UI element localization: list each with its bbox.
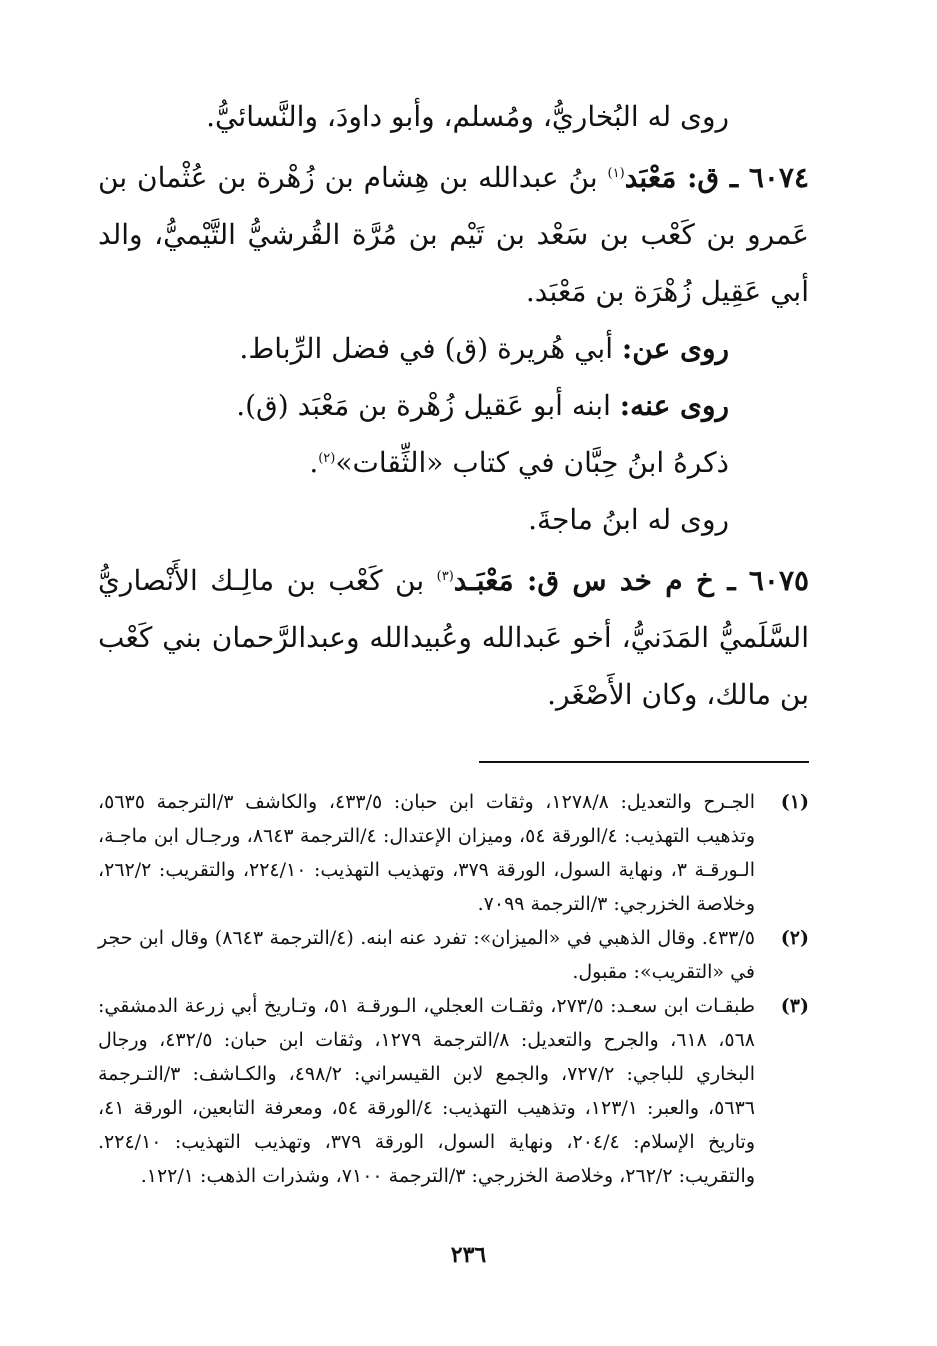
narrated-by-text: ابنه أبو عَقيل زُهْرة بن مَعْبَد (ق). [236,389,611,422]
footnote-divider [479,761,809,763]
narrated-from-label: روى عن: [621,332,729,365]
narrated-from-line [98,320,809,377]
footnote-3 [98,989,809,1193]
narrated-from-text: أبي هُريرة (ق) في فضل الرِّباط. [239,332,614,365]
footnote-ref-1: (١) [607,166,625,181]
footnote-text: ٤٣٣/٥. وقال الذهبي في «الميزان»: تفرد عنه ابنه. (٤/الترجمة ٨٦٤٣) وقال ابن حجر في «التقريب»: مقبول. [98,927,755,983]
footnote-ref-3: (٣) [436,569,454,584]
entry-6075 [98,552,809,723]
narrated-by-label: روى عنه: [619,389,729,422]
footnote-number: (٣) [780,995,809,1017]
footnote-text: الجـرح والتعديل: ١٢٧٨/٨، وثقات ابن حبان: ٤٣٣/٥، والكاشف ٣/الترجمة ٥٦٣٥، وتذهيب التهذيب: ٤/الورقة ٥٤، وميزان الإعتدال: ٤/الترجمة ٨٦٤٣، ورجـال ابن ماجـة، الـورقـة ٣، ونهاية السول، الورقة ٣٧٩، وتهذيب التهذيب: ٢٢٤/١٠، والتقريب: ٢٦٢/٢، وخلاصة الخزرجي: ٣/الترجمة ٧٠٩٩. [98,791,756,915]
mention-end: . [309,446,319,479]
narrated-by-line [98,377,809,434]
mention-text: ذكرهُ ابنُ حِبَّان في كتاب «الثِّقات» [335,446,729,479]
footnote-number: (١) [780,791,809,813]
main-text [98,88,809,723]
footnote-2 [98,921,809,989]
mention-line [98,434,809,491]
entry-6074-head: ٦٠٧٤ ـ ق: مَعْبَد [624,161,809,194]
page-number: ٢٣٦ [450,1242,487,1268]
footnote-1 [98,785,809,921]
entry-6074 [98,149,809,320]
narration-line-2: روى له ابنُ ماجةَ. [528,503,729,536]
footnote-number: (٢) [780,927,809,949]
entry-6075-head: ٦٠٧٥ ـ خ م خد س ق: مَعْبَـد [453,564,810,597]
narration-line: روى له البُخاريُّ، ومُسلم، وأبو داودَ، والنَّسائيُّ. [206,100,729,133]
footnotes [98,785,809,1193]
entry-6074-text: بنُ عبدالله بن هِشام بن زُهْرة بن عُثْمان بن عَمرو بن كَعْب بن سَعْد بن تَيْم بن مُرَّة القُرشيُّ التَّيْميُّ، والد أبي عَقِيل زُهْرَة بن مَعْبَد. [98,161,809,308]
footnote-text: طبقـات ابن سعـد: ٢٧٣/٥، وثقـات العجلي، الـورقـة ٥١، وتـاريخ أبي زرعة الدمشقي: ٥٦٨، ٦١٨، والجرح والتعديل: ٨/الترجمة ١٢٧٩، وثقات ابن حبان: ٤٣٢/٥، ورجال البخاري للباجي: ٧٢٧/٢، والجمع لابن القيسراني: ٤٩٨/٢، والكـاشف: ٣/التـرجمة ٥٦٣٦، والعبر: ١٢٣/١، وتذهيب التهذيب: ٤/الورقة ٥٤، ومعرفة التابعين، الورقة ٤١، وتاريخ الإسلام: ٢٠٤/٤، ونهاية السول، الورقة ٣٧٩، وتهذيب التهذيب: ٢٢٤/١٠. والتقريب: ٢٦٢/٢، وخلاصة الخزرجي: ٣/الترجمة ٧١٠٠، وشذرات الذهب: ١٢٢/١. [98,995,756,1187]
footnote-ref-2: (٢) [318,451,336,466]
entry-6075-text: بن كَعْب بن مالِـك الأَنْصاريُّ السَّلَميُّ المَدَنيُّ، أخو عَبدالله وعُبيدالله وعبدالرَّحمان بني كَعْب بن مالك، وكان الأَصْغَر. [98,564,809,711]
